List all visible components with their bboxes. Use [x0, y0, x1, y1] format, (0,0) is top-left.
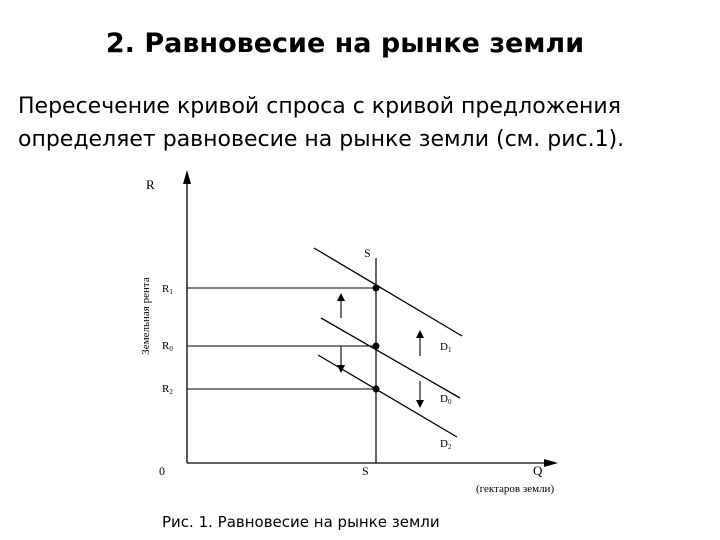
body-line-2: определяет равновесие на рынке земли (см. рис.1). — [18, 127, 625, 152]
origin-label: 0 — [159, 464, 165, 478]
demand-curve-d0 — [321, 318, 460, 398]
body-line-1: Пересечение кривой спроса с кривой предложения — [18, 94, 621, 119]
y-axis-label: R — [146, 177, 155, 192]
y-axis-title: Земельная рента — [140, 277, 152, 355]
x-axis-label: Q — [533, 463, 543, 478]
level-label-r2: R2 — [162, 383, 173, 396]
supply-label-bottom: S — [362, 464, 369, 478]
supply-label-top: S — [364, 246, 371, 260]
equilibrium-point-e0 — [373, 343, 380, 350]
slide-title: 2. Равновесие на рынке земли — [105, 28, 585, 59]
x-axis-arrow-icon — [544, 459, 558, 467]
figure-caption: Рис. 1. Равновесие на рынке земли — [162, 513, 440, 531]
demand-curve-d1 — [314, 248, 462, 336]
level-label-r0: R0 — [162, 340, 173, 353]
demand-label-d2: D2 — [440, 438, 452, 451]
demand-label-d0: D0 — [440, 393, 452, 406]
equilibrium-point-e1 — [373, 285, 380, 292]
demand-label-d1: D1 — [440, 341, 452, 354]
equilibrium-point-e2 — [373, 386, 380, 393]
y-axis-arrow-icon — [183, 170, 191, 184]
demand-curve-d2 — [318, 355, 457, 437]
level-label-r1: R1 — [162, 283, 173, 296]
x-axis-title: (гектаров земли) — [476, 483, 555, 495]
